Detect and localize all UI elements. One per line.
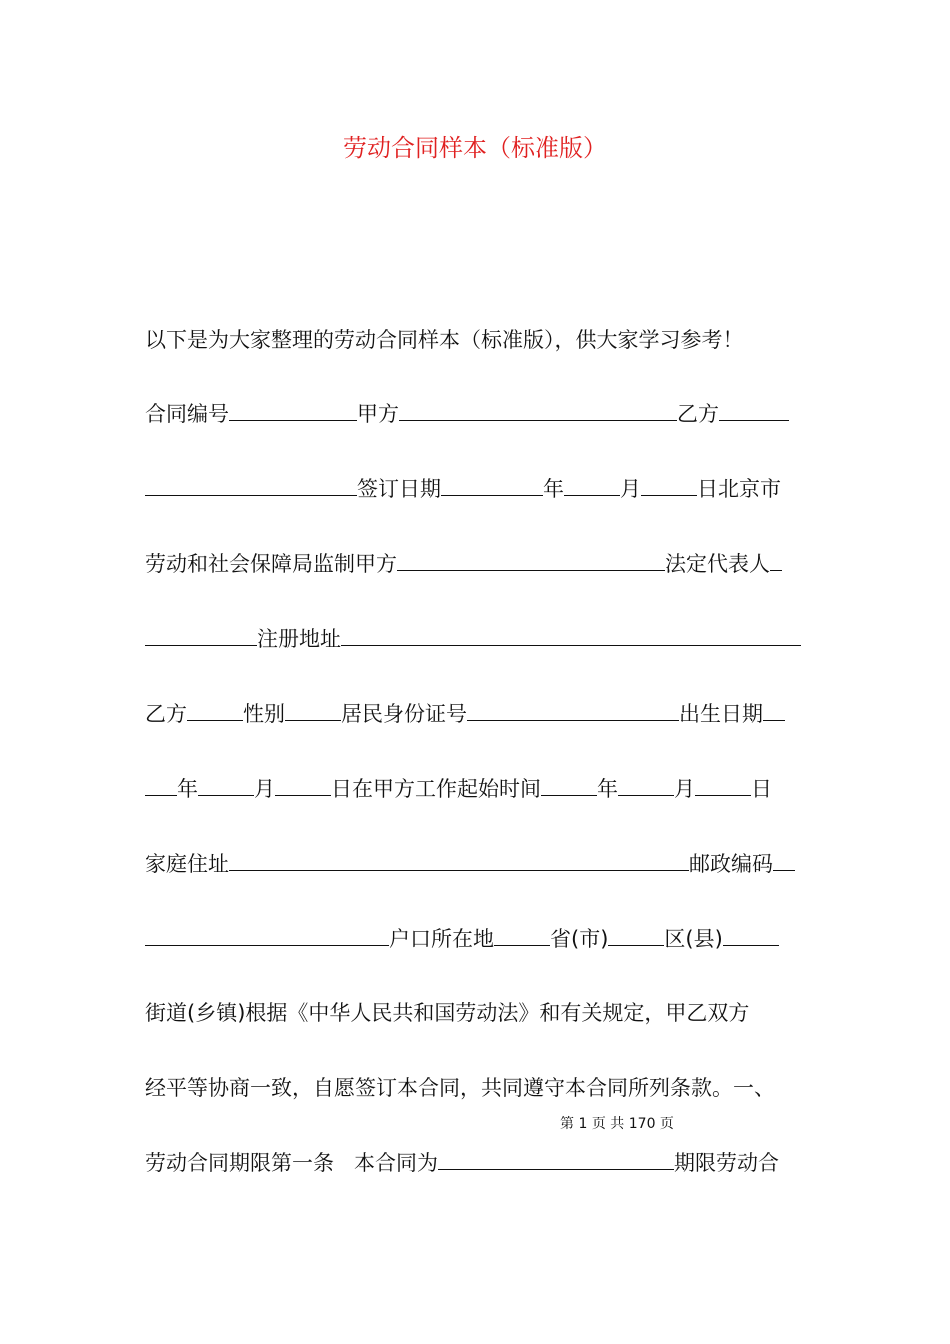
gender-label: 性别 [243, 702, 285, 726]
start-month-label: 月 [674, 777, 695, 801]
reg-address-blank[interactable] [341, 627, 801, 646]
party-b-blank[interactable] [719, 402, 789, 421]
postal-code-blank[interactable] [773, 852, 795, 871]
contract-line-6 [145, 771, 807, 807]
start-month-blank[interactable] [618, 777, 674, 796]
street-blank[interactable] [723, 927, 779, 946]
contract-line-3 [145, 546, 807, 582]
start-day-blank[interactable] [695, 777, 751, 796]
gender-blank[interactable] [285, 702, 341, 721]
sign-month-blank[interactable] [564, 477, 620, 496]
contract-line-4 [145, 621, 807, 657]
contract-line-7 [145, 846, 807, 882]
contract-number-label: 合同编号 [145, 402, 229, 426]
birth-date-label: 出生日期 [679, 702, 763, 726]
contract-line-9: 街道(乡镇)根据《中华人民共和国劳动法》和有关规定，甲乙双方 [145, 1001, 750, 1025]
birth-year-label: 年 [177, 777, 198, 801]
start-year-blank[interactable] [541, 777, 597, 796]
contract-line-5 [145, 696, 807, 732]
document-title: 劳动合同样本（标准版） [343, 134, 607, 162]
birth-year-blank[interactable] [145, 777, 177, 796]
postal-code-blank-cont[interactable] [145, 927, 389, 946]
party-b-name-blank[interactable] [187, 702, 243, 721]
household-label: 户口所在地 [389, 927, 494, 951]
birth-month-blank[interactable] [198, 777, 254, 796]
start-day-label: 日 [751, 777, 772, 801]
legal-rep-blank-cont[interactable] [145, 627, 257, 646]
postal-code-label: 邮政编码 [689, 852, 773, 876]
term-contract-label: 期限劳动合 [674, 1151, 779, 1175]
party-a-label: 甲方 [357, 402, 399, 426]
contract-line-2 [145, 471, 807, 507]
party-b-label: 乙方 [677, 402, 719, 426]
birth-date-blank[interactable] [763, 702, 785, 721]
term-article-label: 劳动合同期限第一条 [145, 1151, 334, 1175]
start-time-label: 日在甲方工作起始时间 [331, 777, 541, 801]
year-label: 年 [543, 477, 564, 501]
legal-rep-blank[interactable] [770, 552, 782, 571]
reg-address-label: 注册地址 [257, 627, 341, 651]
home-address-label: 家庭住址 [145, 852, 229, 876]
page-footer: 第 1 页 共 170 页 [560, 1116, 674, 1132]
contract-number-blank[interactable] [229, 402, 357, 421]
birth-month-label: 月 [254, 777, 275, 801]
id-number-blank[interactable] [467, 702, 679, 721]
month-label: 月 [620, 477, 641, 501]
term-type-blank[interactable] [438, 1151, 674, 1170]
party-a-blank[interactable] [399, 402, 677, 421]
intro-line: 以下是为大家整理的劳动合同样本（标准版），供大家学习参考！ [145, 328, 744, 352]
contract-is-label: 本合同为 [354, 1151, 438, 1175]
contract-line-10: 经平等协商一致，自愿签订本合同，共同遵守本合同所列条款。一、 [145, 1076, 775, 1100]
province-label: 省(市) [550, 927, 609, 951]
home-address-blank[interactable] [229, 852, 689, 871]
province-blank[interactable] [494, 927, 550, 946]
contract-line-8 [145, 921, 807, 957]
sign-date-label: 签订日期 [357, 477, 441, 501]
sign-day-blank[interactable] [641, 477, 697, 496]
supervisor-label: 劳动和社会保障局监制甲方 [145, 552, 397, 576]
sign-year-blank[interactable] [441, 477, 543, 496]
birth-day-blank[interactable] [275, 777, 331, 796]
party-b-blank-cont[interactable] [145, 477, 357, 496]
district-label: 区(县) [664, 927, 723, 951]
party-a-name-blank[interactable] [397, 552, 665, 571]
contract-line-11 [145, 1145, 807, 1181]
id-number-label: 居民身份证号 [341, 702, 467, 726]
start-year-label: 年 [597, 777, 618, 801]
contract-line-1 [145, 396, 807, 432]
legal-rep-label: 法定代表人 [665, 552, 770, 576]
district-blank[interactable] [608, 927, 664, 946]
day-city-label: 日北京市 [697, 477, 781, 501]
party-b-info-label: 乙方 [145, 702, 187, 726]
